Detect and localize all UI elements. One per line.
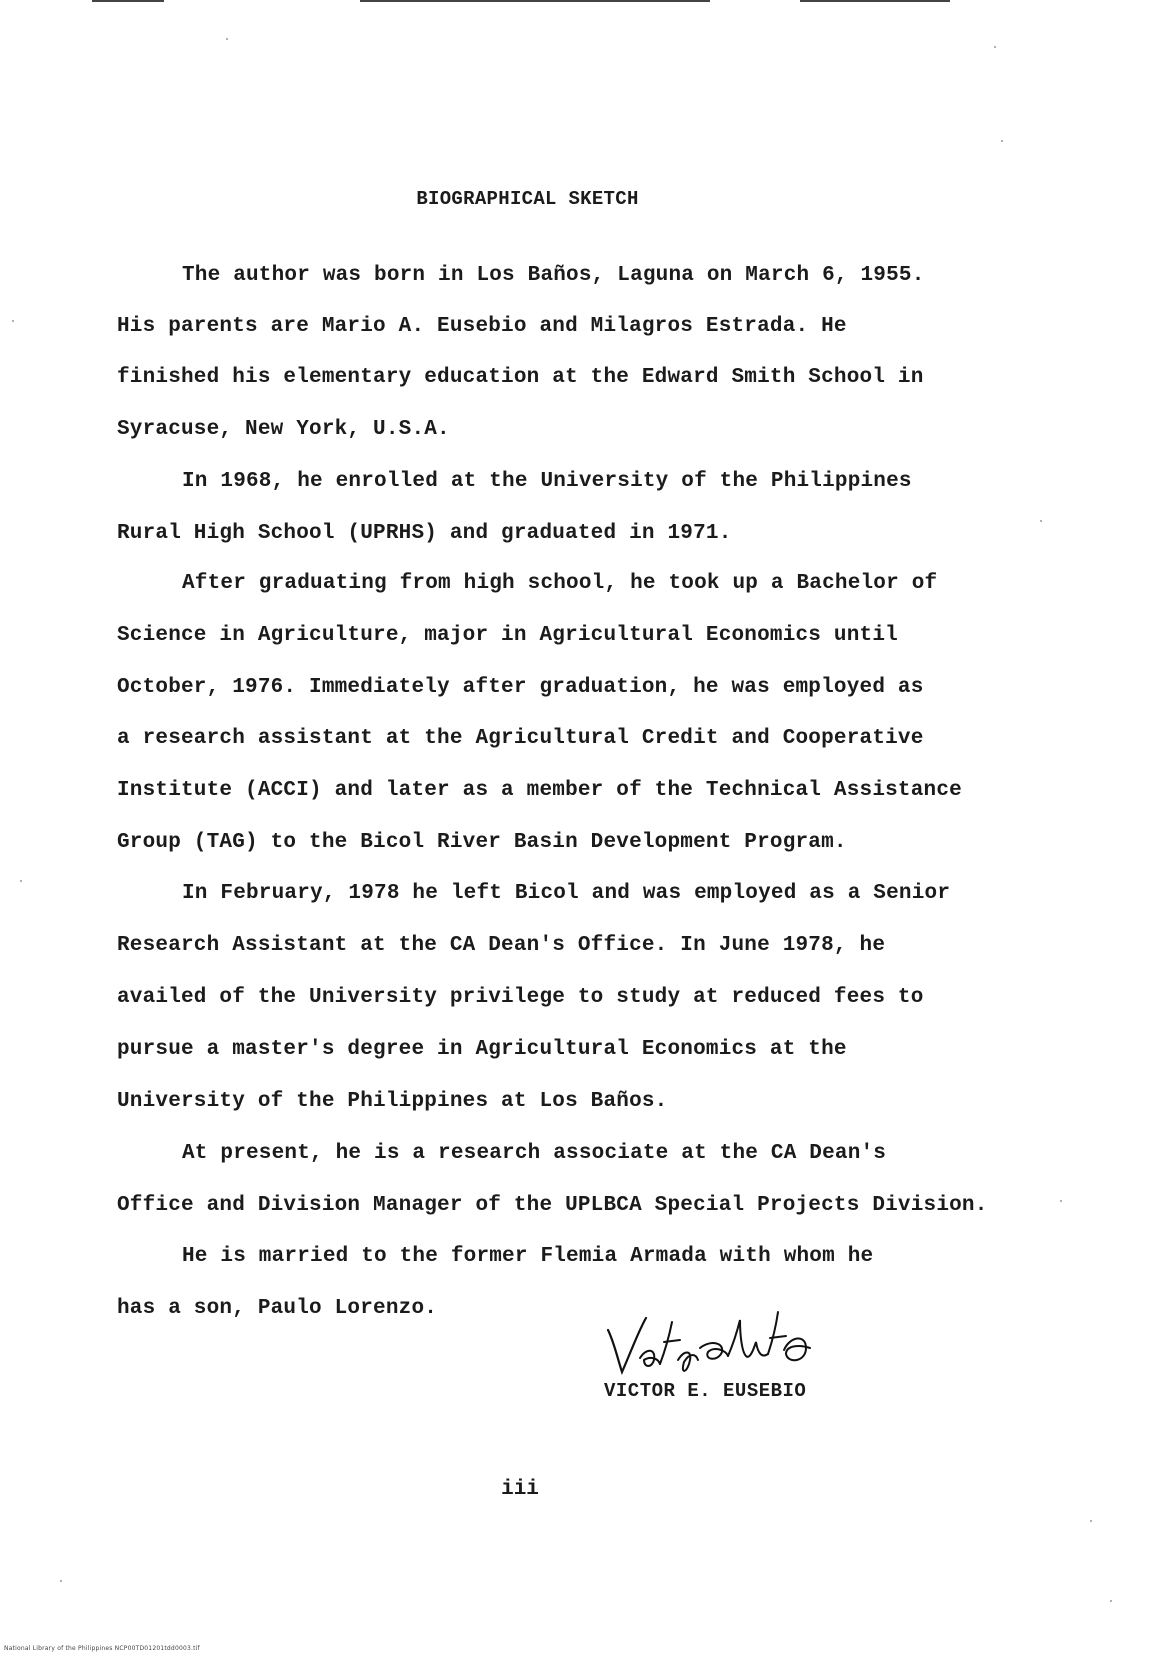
body-line: has a son, Paulo Lorenzo. bbox=[117, 1297, 438, 1320]
body-line: In February, 1978 he left Bicol and was employed as a Senior bbox=[182, 882, 951, 905]
scan-speck bbox=[1110, 1600, 1112, 1602]
scan-speck bbox=[12, 320, 14, 322]
body-line: At present, he is a research associate at the CA Dean's bbox=[182, 1142, 887, 1165]
scan-speck bbox=[1040, 520, 1042, 522]
signature-image bbox=[600, 1302, 840, 1382]
scan-edge-mark bbox=[360, 0, 710, 2]
body-line: availed of the University privilege to study at reduced fees to bbox=[117, 986, 924, 1009]
body-line: Rural High School (UPRHS) and graduated in 1971. bbox=[117, 522, 732, 545]
signer-name: VICTOR E. EUSEBIO bbox=[604, 1380, 807, 1402]
scan-edge-mark bbox=[92, 0, 164, 2]
scan-speck bbox=[1001, 140, 1003, 142]
scan-speck bbox=[994, 46, 996, 48]
body-line: After graduating from high school, he took up a Bachelor of bbox=[182, 572, 938, 595]
body-line: Office and Division Manager of the UPLBCA Special Projects Division. bbox=[117, 1194, 988, 1217]
body-line: His parents are Mario A. Eusebio and Milagros Estrada. He bbox=[117, 315, 847, 338]
page-number: iii bbox=[501, 1478, 539, 1501]
body-line: October, 1976. Immediately after graduation, he was employed as bbox=[117, 676, 924, 699]
scan-speck bbox=[226, 38, 228, 40]
body-line: He is married to the former Flemia Armada with whom he bbox=[182, 1245, 874, 1268]
scan-speck bbox=[1060, 1200, 1062, 1202]
body-line: The author was born in Los Baños, Laguna on March 6, 1955. bbox=[182, 264, 925, 287]
body-line: finished his elementary education at the Edward Smith School in bbox=[117, 366, 924, 389]
scan-edge-mark bbox=[800, 0, 950, 2]
scan-footer: National Library of the Philippines NCP00TD01201tdd0003.tif bbox=[4, 1645, 200, 1652]
body-line: pursue a master's degree in Agricultural Economics at the bbox=[117, 1038, 847, 1061]
scan-speck bbox=[1090, 1520, 1092, 1522]
body-line: Institute (ACCI) and later as a member of the Technical Assistance bbox=[117, 779, 962, 802]
page-title: BIOGRAPHICAL SKETCH bbox=[416, 188, 639, 210]
body-line: a research assistant at the Agricultural Credit and Cooperative bbox=[117, 727, 924, 750]
body-line: Group (TAG) to the Bicol River Basin Development Program. bbox=[117, 831, 847, 854]
scan-speck bbox=[20, 880, 22, 882]
body-line: Research Assistant at the CA Dean's Office. In June 1978, he bbox=[117, 934, 886, 957]
body-line: Syracuse, New York, U.S.A. bbox=[117, 418, 450, 441]
body-line: In 1968, he enrolled at the University of the Philippines bbox=[182, 470, 912, 493]
body-line: University of the Philippines at Los Baños. bbox=[117, 1090, 668, 1113]
scan-speck bbox=[60, 1580, 62, 1582]
body-line: Science in Agriculture, major in Agricultural Economics until bbox=[117, 624, 898, 647]
